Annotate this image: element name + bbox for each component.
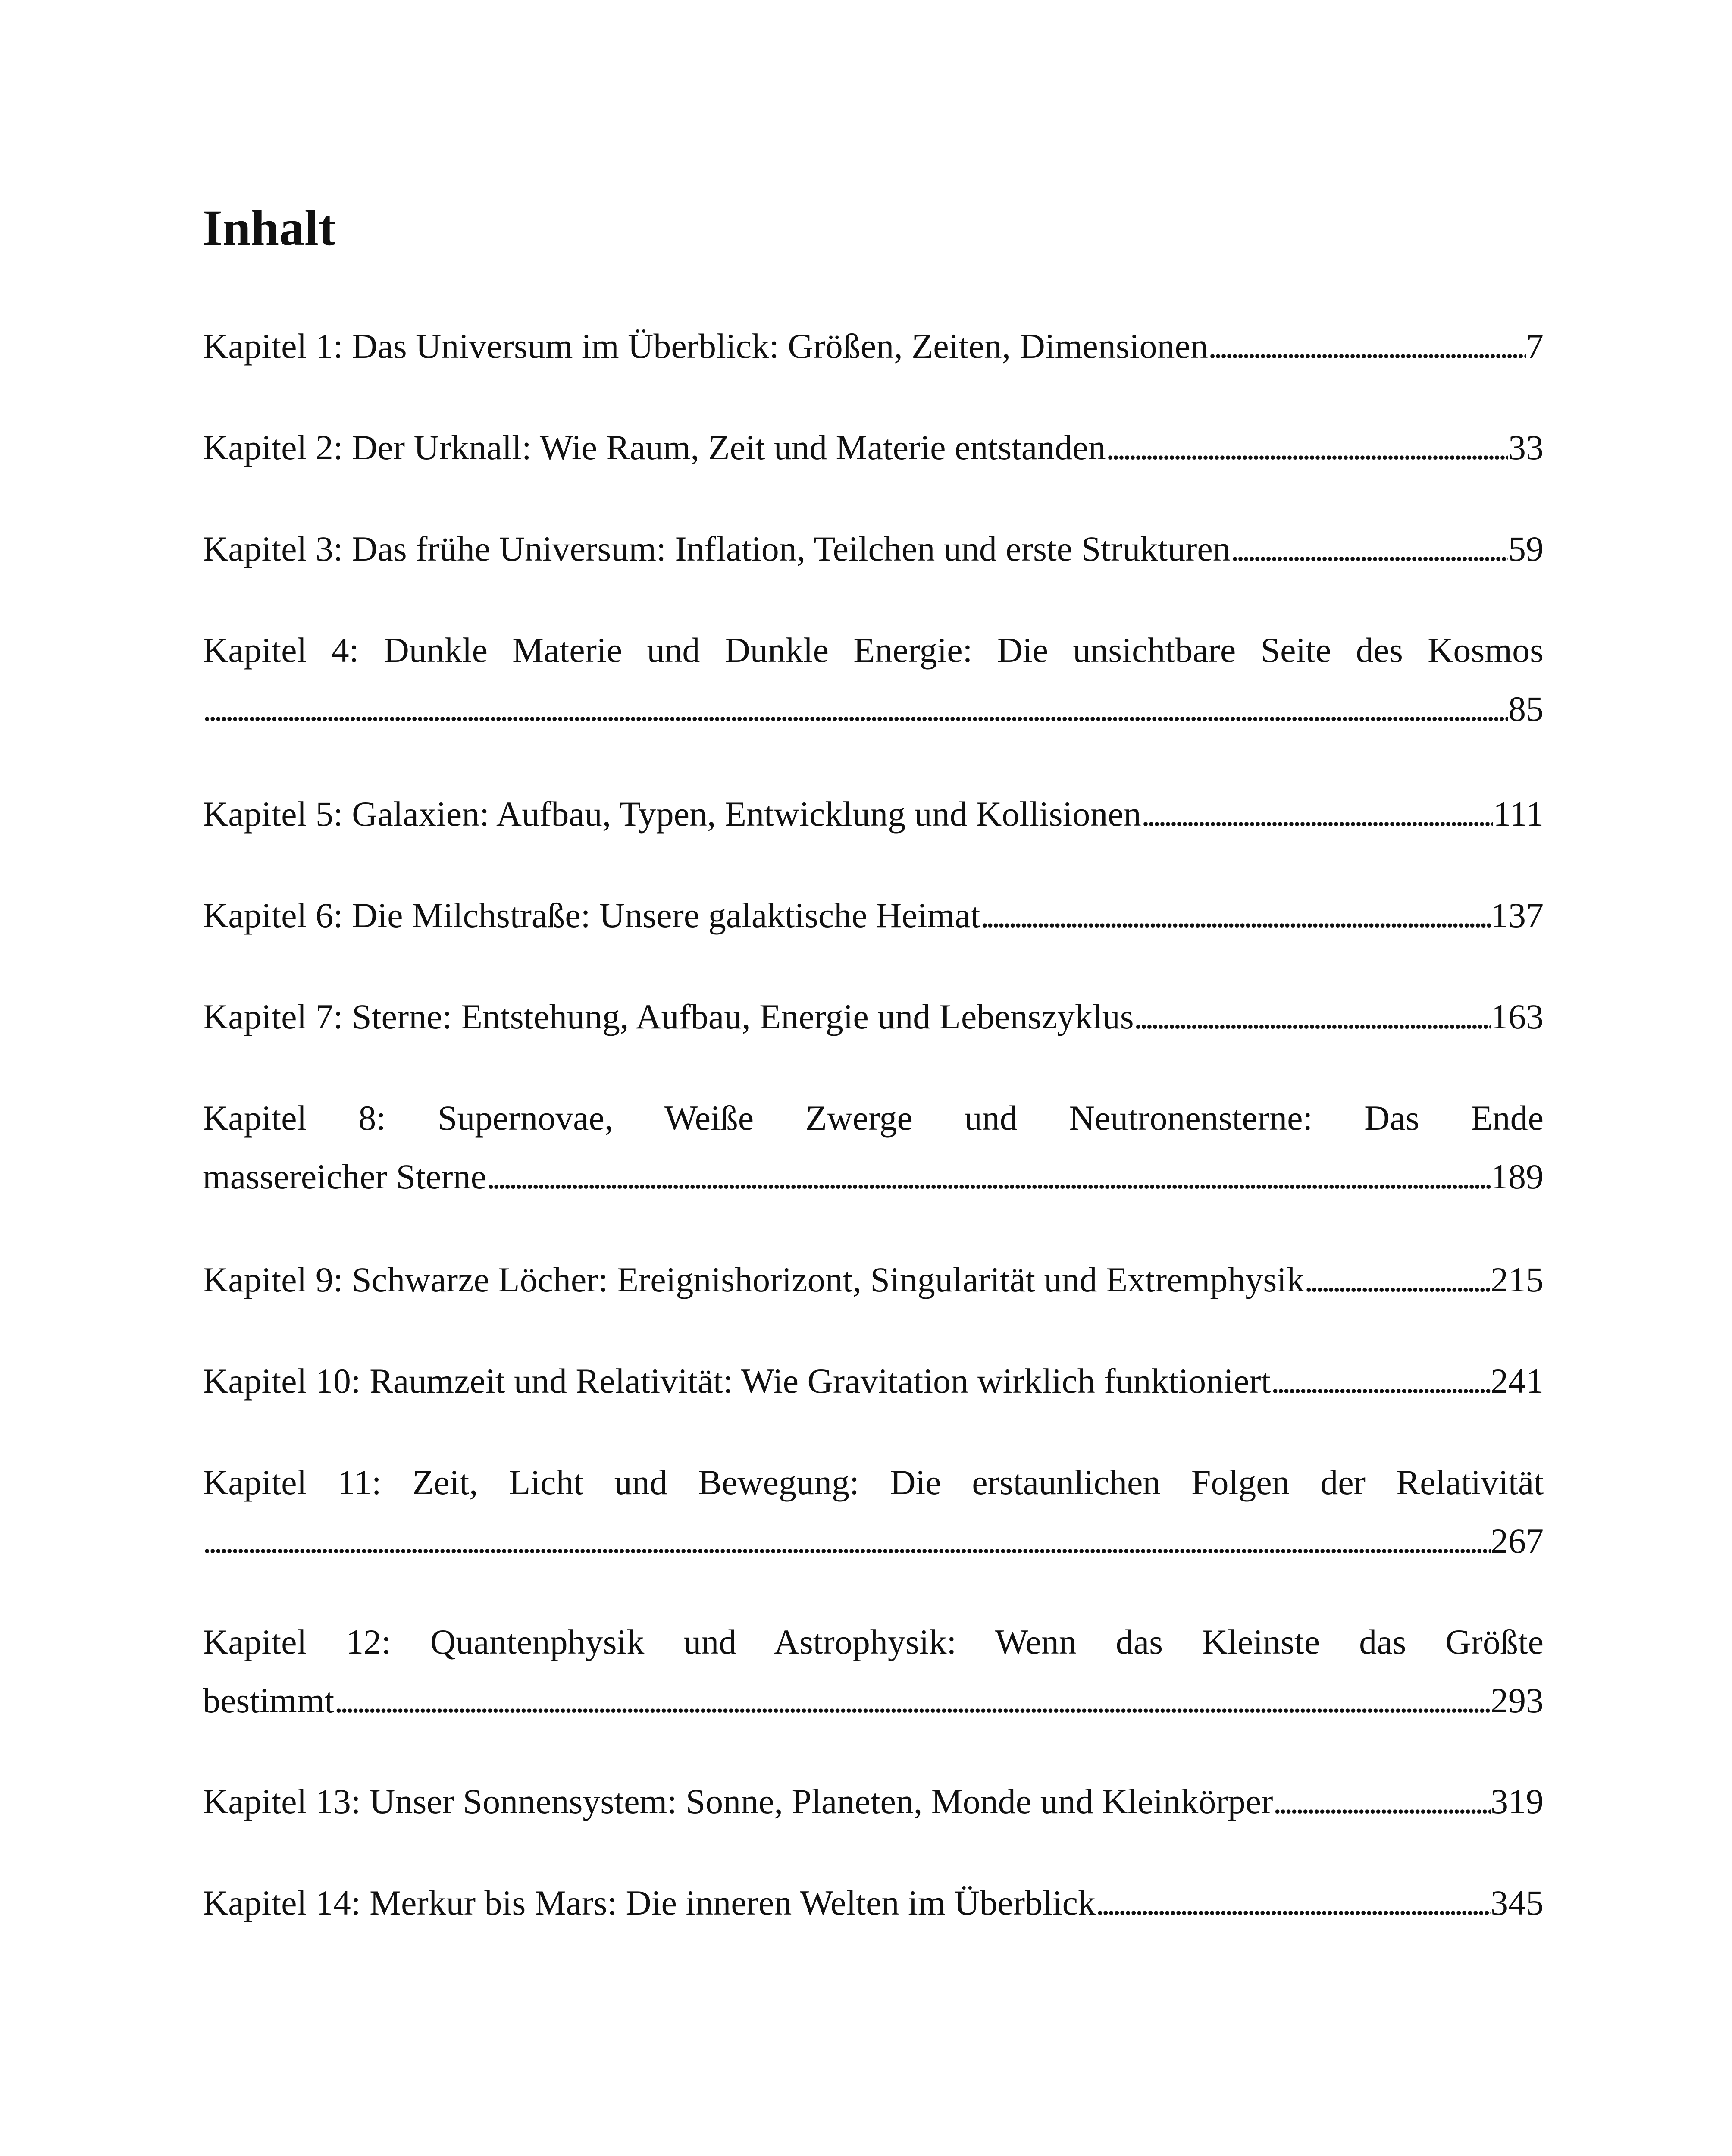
toc-entry-page: 85 xyxy=(1508,689,1544,728)
toc-entry-title: Kapitel 4: Dunkle Materie und Dunkle Energie: Die unsichtbare Seite des Kosmos xyxy=(203,630,1544,670)
toc-entry-page: 345 xyxy=(1491,1883,1544,1922)
toc-entry-title: Kapitel 10: Raumzeit und Relativität: Wie Gravitation wirklich funktioniert xyxy=(203,1361,1271,1401)
toc-entry-4[interactable] xyxy=(203,621,1544,738)
dot-leader xyxy=(1134,987,1491,1046)
dot-leader xyxy=(334,1671,1491,1730)
toc-entry-title: Kapitel 6: Die Milchstraße: Unsere galaktische Heimat xyxy=(203,896,980,935)
toc-entry-page: 267 xyxy=(1491,1521,1544,1561)
toc-entry-page: 241 xyxy=(1491,1361,1544,1401)
toc-entry-page: 319 xyxy=(1491,1782,1544,1821)
dot-leader xyxy=(1271,1352,1491,1410)
toc-entry-3[interactable] xyxy=(203,520,1544,578)
toc-entry-title: Kapitel 9: Schwarze Löcher: Ereignishorizont, Singularität und Extremphysik xyxy=(203,1260,1305,1299)
toc-entry-page: 59 xyxy=(1508,529,1544,568)
toc-entry-page: 189 xyxy=(1491,1157,1544,1196)
toc-entry-14[interactable] xyxy=(203,1874,1544,1932)
toc-entry-page: 137 xyxy=(1491,896,1544,935)
toc-entry-10[interactable] xyxy=(203,1352,1544,1410)
dot-leader xyxy=(980,886,1491,945)
toc-entry-page: 33 xyxy=(1508,428,1544,467)
toc-entry-page: 293 xyxy=(1491,1681,1544,1720)
dot-leader xyxy=(1208,317,1526,376)
dot-leader xyxy=(1273,1772,1491,1831)
toc-entry-13[interactable] xyxy=(203,1772,1544,1831)
toc-entry-page: 7 xyxy=(1526,326,1544,366)
dot-leader xyxy=(1231,520,1508,578)
toc-entry-title: Kapitel 7: Sterne: Entstehung, Aufbau, Energie und Lebenszyklus xyxy=(203,997,1134,1036)
toc-entry-2[interactable] xyxy=(203,418,1544,477)
dot-leader xyxy=(203,680,1508,738)
toc-entry-title-cont: massereicher Sterne xyxy=(203,1157,486,1196)
toc-entry-title: Kapitel 12: Quantenphysik und Astrophysik: Wenn das Kleinste das Größte xyxy=(203,1622,1544,1661)
toc-entry-8[interactable] xyxy=(203,1089,1544,1206)
toc-entry-6[interactable] xyxy=(203,886,1544,945)
toc-entry-7[interactable] xyxy=(203,987,1544,1046)
toc-entry-title: Kapitel 14: Merkur bis Mars: Die inneren Welten im Überblick xyxy=(203,1883,1096,1922)
dot-leader xyxy=(1096,1874,1491,1932)
toc-entry-title: Kapitel 1: Das Universum im Überblick: Größen, Zeiten, Dimensionen xyxy=(203,326,1208,366)
dot-leader xyxy=(1141,785,1493,843)
toc-entry-title: Kapitel 5: Galaxien: Aufbau, Typen, Entwicklung und Kollisionen xyxy=(203,794,1141,834)
toc-entry-title: Kapitel 11: Zeit, Licht und Bewegung: Die erstaunlichen Folgen der Relativität xyxy=(203,1463,1544,1502)
toc-entry-title: Kapitel 8: Supernovae, Weiße Zwerge und Neutronensterne: Das Ende xyxy=(203,1098,1544,1138)
toc-entry-title: Kapitel 13: Unser Sonnensystem: Sonne, Planeten, Monde und Kleinkörper xyxy=(203,1782,1273,1821)
toc-entry-12[interactable] xyxy=(203,1613,1544,1730)
dot-leader xyxy=(1304,1250,1491,1309)
toc-entry-1[interactable] xyxy=(203,317,1544,376)
toc-entry-title: Kapitel 2: Der Urknall: Wie Raum, Zeit und Materie entstanden xyxy=(203,428,1106,467)
dot-leader xyxy=(203,1512,1491,1570)
toc-entry-5[interactable] xyxy=(203,785,1544,843)
toc-entry-9[interactable] xyxy=(203,1250,1544,1309)
toc-entry-page: 111 xyxy=(1493,794,1544,834)
toc-entry-page: 163 xyxy=(1491,997,1544,1036)
toc-entry-11[interactable] xyxy=(203,1453,1544,1570)
toc-entry-title-cont: bestimmt xyxy=(203,1681,335,1720)
dot-leader xyxy=(486,1147,1491,1206)
dot-leader xyxy=(1106,418,1508,477)
toc-heading: Inhalt xyxy=(203,200,336,256)
toc-entry-page: 215 xyxy=(1491,1260,1544,1299)
toc-entry-title: Kapitel 3: Das frühe Universum: Inflation, Teilchen und erste Strukturen xyxy=(203,529,1231,568)
